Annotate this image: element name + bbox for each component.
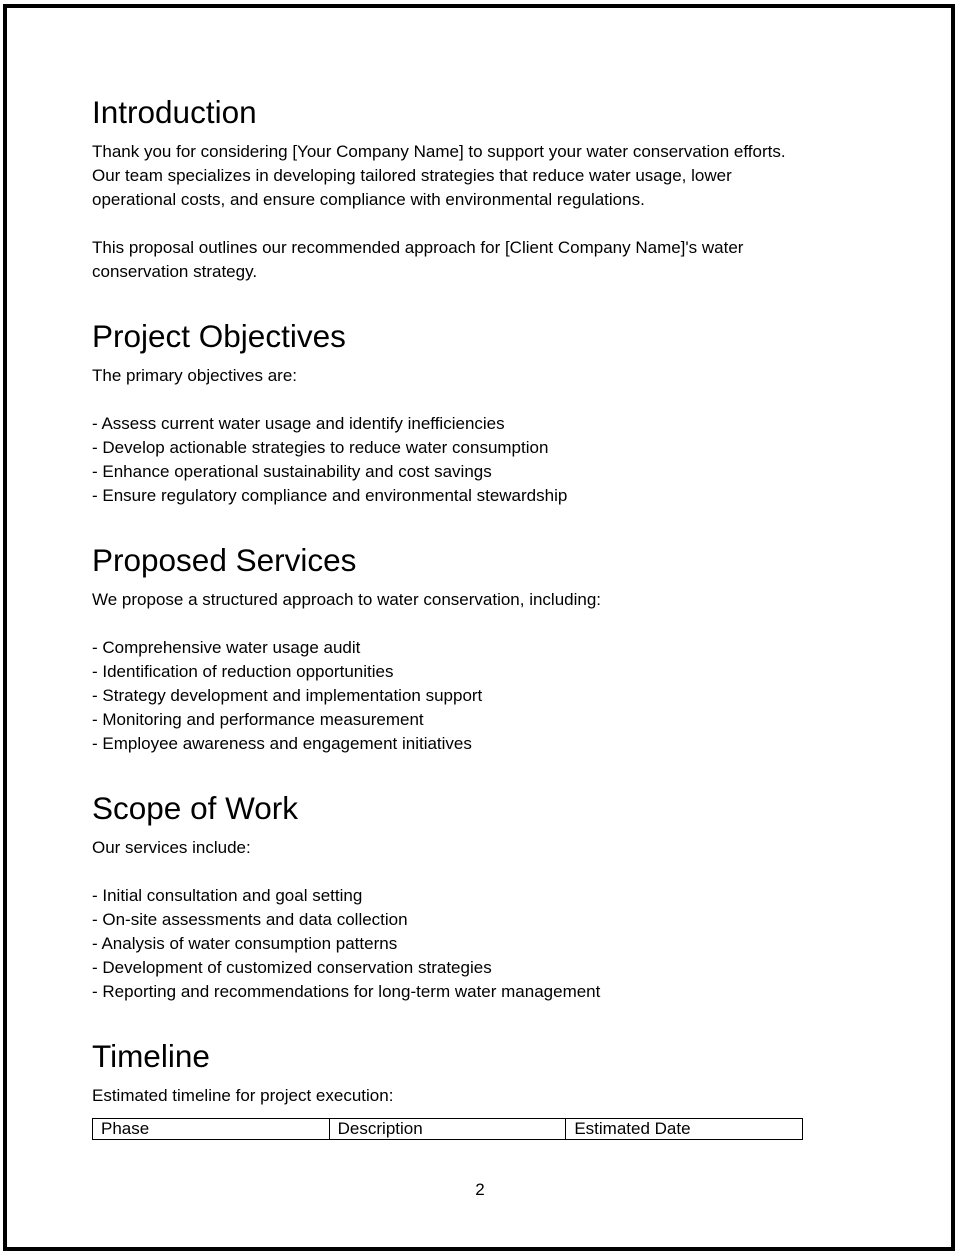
column-header-description: Description [329, 1119, 566, 1140]
list-item: - Ensure regulatory compliance and environmental stewardship [92, 486, 568, 505]
introduction-line: operational costs, and ensure compliance with environmental regulations. [92, 190, 645, 209]
services-lead: We propose a structured approach to water conservation, including: [92, 590, 602, 609]
services-heading: Proposed Services [92, 542, 357, 578]
introduction-line: This proposal outlines our recommended approach for [Client Company Name]'s water [92, 238, 744, 257]
list-item: - On-site assessments and data collection [92, 910, 408, 929]
list-item: - Comprehensive water usage audit [92, 638, 361, 657]
paragraph-spacer [92, 212, 852, 236]
list-item: - Initial consultation and goal setting [92, 886, 363, 905]
timeline-heading: Timeline [92, 1038, 210, 1074]
paragraph-spacer [92, 612, 852, 636]
introduction-line: conservation strategy. [92, 262, 258, 281]
list-item: - Identification of reduction opportunities [92, 662, 394, 681]
services-list [92, 636, 852, 756]
column-header-estimated-date: Estimated Date [566, 1119, 803, 1140]
paragraph-spacer [92, 860, 852, 884]
list-item: - Strategy development and implementation support [92, 686, 483, 705]
scope-heading: Scope of Work [92, 790, 299, 826]
section-spacer [92, 284, 852, 316]
scope-lead: Our services include: [92, 838, 251, 857]
list-item: - Analysis of water consumption patterns [92, 934, 398, 953]
section-spacer [92, 1004, 852, 1036]
list-item: - Enhance operational sustainability and cost savings [92, 462, 492, 481]
objectives-heading: Project Objectives [92, 318, 346, 354]
page-number: 2 [475, 1180, 485, 1199]
objectives-list [92, 412, 852, 508]
timeline-section [92, 1036, 852, 1140]
scope-section [92, 788, 852, 1004]
section-spacer [92, 508, 852, 540]
introduction-section [92, 92, 852, 284]
introduction-line: Our team specializes in developing tailored strategies that reduce water usage, lower [92, 166, 732, 185]
scope-list [92, 884, 852, 1004]
services-section [92, 540, 852, 756]
paragraph-spacer [92, 388, 852, 412]
list-item: - Monitoring and performance measurement [92, 710, 424, 729]
list-item: - Develop actionable strategies to reduce water consumption [92, 438, 549, 457]
column-header-phase: Phase [93, 1119, 330, 1140]
document-content [92, 92, 852, 1140]
list-item: - Assess current water usage and identify inefficiencies [92, 414, 505, 433]
section-spacer [92, 756, 852, 788]
table-header-row [93, 1119, 803, 1140]
timeline-lead: Estimated timeline for project execution: [92, 1086, 394, 1105]
introduction-heading: Introduction [92, 94, 257, 130]
timeline-table [92, 1118, 803, 1140]
introduction-line: Thank you for considering [Your Company Name] to support your water conservation efforts. [92, 142, 786, 161]
list-item: - Employee awareness and engagement initiatives [92, 734, 472, 753]
objectives-lead: The primary objectives are: [92, 366, 298, 385]
list-item: - Reporting and recommendations for long-term water management [92, 982, 601, 1001]
objectives-section [92, 316, 852, 508]
list-item: - Development of customized conservation strategies [92, 958, 492, 977]
